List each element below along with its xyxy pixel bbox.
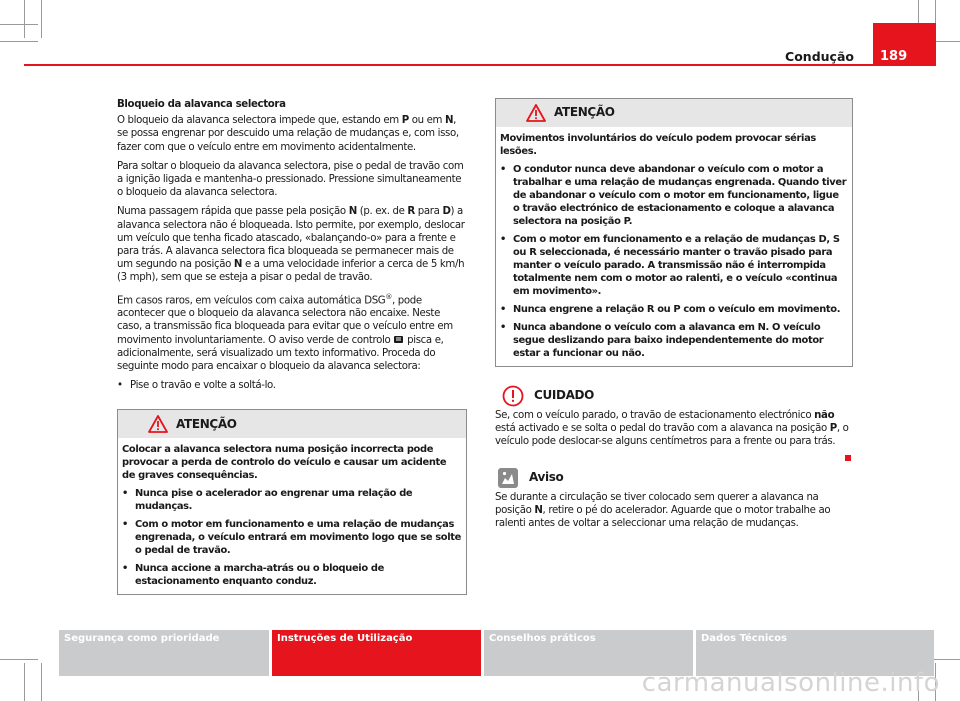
warning-header: [118, 410, 466, 438]
paragraph: Em casos raros, em veículos com caixa automática DSG®, pode acontecer que o bloqueio da alavanca selectora não encaixe. Neste caso, a transmissão fica bloqueada para evitar que o veículo entre em movimento involuntariamente. O aviso verde de controlo pisca e, adicionalmente, será visualizado um texto informativo. Proceda do seguinte modo para encaixar o bloqueio da alavanca selectora:: [117, 292, 453, 373]
crop-mark: [24, 0, 25, 38]
list-item: • Pise o travão e volte a soltá-lo.: [117, 379, 467, 392]
left-column: [117, 98, 467, 595]
paragraph: Para soltar o bloqueio da alavanca selectora, pise o pedal de travão com a ignição ligada e mantenha-o pressionado. Pressione simultaneamente o bloqueio da alavanca selectora.: [117, 160, 464, 199]
watermark: carmanualsonline.info: [641, 668, 940, 698]
crop-mark: [24, 663, 25, 701]
paragraph: O bloqueio da alavanca selectora impede que, estando em P ou em N, se possa engrenar por descuido uma relação de mudanças e, com isso, fazer com que o veículo entre em movimento acidentalmente.: [117, 115, 459, 153]
caution-title: CUIDADO: [534, 388, 594, 403]
footer-tab-instructions[interactable]: Instruções de Utilização: [272, 630, 481, 676]
warning-header: [496, 99, 852, 127]
crop-mark: [0, 41, 38, 42]
crop-mark: [41, 663, 42, 701]
footer-tab-safety[interactable]: Segurança como prioridade: [59, 630, 269, 676]
crop-mark: [0, 659, 38, 660]
right-column: [495, 98, 853, 536]
caution-text: Se, com o veículo parado, o travão de estacionamento electrónico não está activado e se solta o pedal do travão com a alavanca na posição P, o veículo pode deslocar-se alguns centímetros para a frente ou para trás.: [495, 410, 849, 448]
warning-item: • Com o motor em funcionamento e a relação de mudanças D, S ou R seleccionada, é necessário manter o travão pisado para manter o veículo parado. A transmissão não é interrompida totalmente nem com o motor ao ralenti, e o veículo «continua em movimento».: [500, 233, 848, 298]
warning-body: [496, 127, 852, 366]
note-header: [495, 467, 853, 489]
note-title: Aviso: [529, 470, 564, 484]
warning-item: • O condutor nunca deve abandonar o veículo com o motor a trabalhar e uma relação de mudanças engrenada. Quando tiver de abandonar o veículo com o motor em funcionamento, ligue o travão electrónico de estacionamento e coloque a alavanca selectora na posição P.: [500, 163, 848, 228]
warning-triangle-icon: [148, 415, 168, 433]
warning-item: • Com o motor em funcionamento e uma relação de mudanças engrenada, o veículo entrará em movimento logo que se solte o pedal de travão.: [122, 518, 462, 557]
crop-mark: [0, 24, 38, 25]
caution-header: [495, 385, 853, 407]
warning-title: ATENÇÃO: [554, 105, 615, 120]
warning-box: [495, 98, 853, 367]
crop-mark: [41, 0, 42, 38]
gearbox-warning-icon: [393, 335, 404, 344]
warning-intro: Colocar a alavanca selectora numa posição incorrecta pode provocar a perda de controlo do veículo e causar um acidente de graves consequências.: [122, 444, 447, 482]
warning-title: ATENÇÃO: [176, 416, 237, 431]
warning-item: • Nunca abandone o veículo com a alavanca em N. O veículo segue deslizando para baixo independentemente do motor estar a funcionar ou não.: [500, 321, 848, 360]
warning-item: • Nunca engrene a relação R ou P com o veículo em movimento.: [500, 303, 848, 316]
paragraph: Numa passagem rápida que passe pela posição N (p. ex. de R para D) a alavanca selectora não é bloqueada. Isto permite, por exemplo, deslocar um veículo que tenha ficado atascado, «balançando-o» para a frente e para trás. A alavanca selectora fica bloqueada se permanecer mais de um segundo na posição N e a uma velocidade inferior a cerca de 5 km/h (3 mph), sem que se esteja a pisar o pedal de travão.: [117, 206, 465, 284]
warning-box: [117, 409, 467, 595]
page-number: 189: [873, 23, 936, 66]
section-title: Condução: [785, 49, 854, 64]
warning-item: • Nunca pise o acelerador ao engrenar uma relação de mudanças.: [122, 487, 462, 513]
warning-triangle-icon: [526, 104, 546, 122]
note-text: Se durante a circulação se tiver colocado sem querer a alavanca na posição N, retire o pé do acelerador. Aguarde que o motor trabalhe ao ralenti antes de voltar a seleccionar uma relação de mudanças.: [495, 491, 831, 530]
section-end-mark: [845, 455, 851, 461]
warning-body: [118, 438, 466, 594]
warning-intro: Movimentos involuntários do veículo podem provocar sérias lesões.: [500, 133, 816, 157]
section-heading: Bloqueio da alavanca selectora: [117, 99, 286, 110]
warning-item: • Nunca accione a marcha-atrás ou o bloqueio de estacionamento enquanto conduz.: [122, 562, 462, 588]
caution-icon: [502, 385, 524, 407]
header-rule: [24, 64, 936, 66]
footer-tab-tips[interactable]: Conselhos práticos: [484, 630, 693, 676]
info-icon: [497, 467, 519, 489]
footer-tab-technical-data[interactable]: Dados Técnicos: [696, 630, 934, 676]
